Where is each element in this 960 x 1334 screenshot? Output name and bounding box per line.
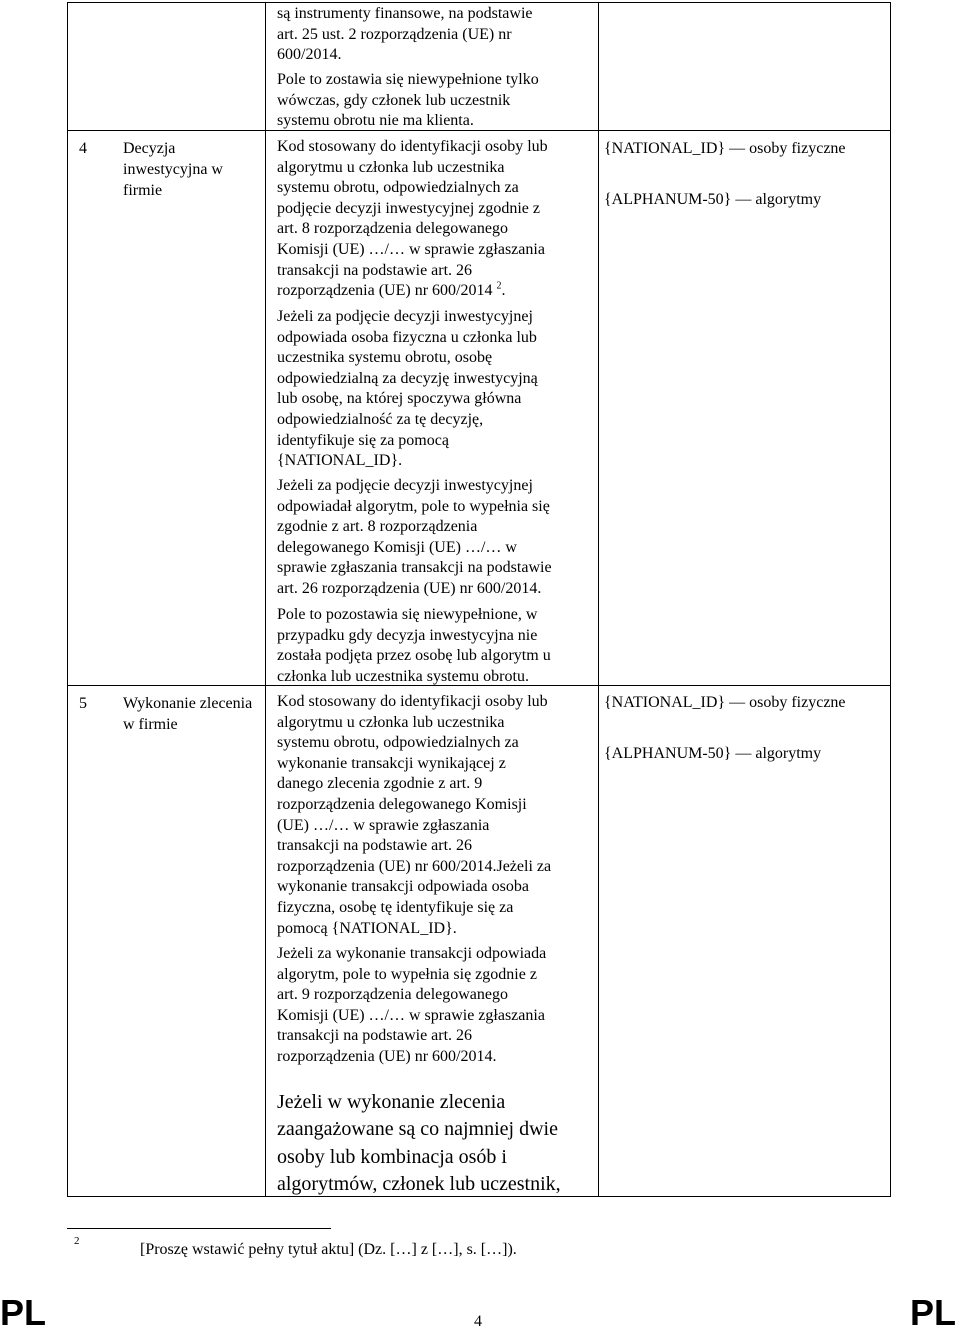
- footnote-separator: [67, 1228, 331, 1229]
- language-code-left: PL: [0, 1292, 47, 1333]
- column-divider: [265, 3, 266, 1196]
- format-code: {NATIONAL_ID} — osoby fizyczne: [604, 694, 846, 711]
- format-codes: [604, 138, 886, 210]
- description-paragraph: Pole to zostawia się niewypełnione tylko wówczas, gdy członek lub uczestnik systemu obrotu nie ma klienta.: [277, 71, 539, 130]
- page-number: 4: [474, 1313, 482, 1330]
- description-paragraph: Jeżeli za podjęcie decyzji inwestycyjnej odpowiadał algorytm, pole to wypełnia się zgodnie z art. 8 rozporządzenia delegowanego Komisji (UE) …/… w sprawie zgłaszania transakcji na podstawie art. 26 rozporządzenia (UE) nr 600/2014.: [277, 477, 552, 597]
- footnote-reference: 2: [496, 280, 502, 292]
- description-paragraph: Kod stosowany do identyfikacji osoby lub algorytmu u członka lub uczestnika systemu obrotu, odpowiedzialnych za wykonanie transakcji wynikającej z danego zlecenia zgodnie z art. 9 rozporządzenia delegowanego Komisji (UE) …/… w sprawie zgłaszania transakcji na podstawie art. 26 rozporządzenia (UE) nr 600/2014.Jeżeli za wykonanie transakcji odpowiada osoba fizyczna, osobę tę identyfikuje się za pomocą {NATIONAL_ID}.: [277, 693, 552, 937]
- column-divider: [598, 3, 599, 1196]
- paragraph-end: .: [501, 282, 506, 300]
- language-code-right: PL: [909, 1292, 956, 1333]
- format-code: {ALPHANUM-50} — algorytmy: [604, 745, 822, 762]
- description-paragraph: Jeżeli za wykonanie transakcji odpowiada algorytm, pole to wypełnia się zgodnie z art. 9 rozporządzenia delegowanego Komisji (UE) …/… w sprawie zgłaszania transakcji na podstawie art. 26 rozporządzenia (UE) nr 600/2014.: [277, 945, 547, 1065]
- description-paragraph: Pole to pozostawia się niewypełnione, w przypadku gdy decyzja inwestycyjna nie została podjęta przez osobę lub algorytm u członka lub uczestnika systemu obrotu.: [277, 606, 551, 685]
- description-paragraph: [277, 137, 595, 302]
- format-codes: [604, 692, 886, 764]
- description-paragraph: są instrumenty finansowe, na podstawie art. 25 ust. 2 rozporządzenia (UE) nr 600/2014.: [277, 5, 533, 64]
- footnote-text: [Proszę wstawić pełny tytuł aktu] (Dz. […] z […], s. […]).: [140, 1241, 517, 1258]
- row-title: Decyzja inwestycyjna w firmie: [123, 140, 223, 199]
- row-title: Wykonanie zlecenia w firmie: [123, 695, 253, 733]
- footnote-mark: 2: [74, 1235, 80, 1247]
- description-paragraph: Jeżeli w wykonanie zlecenia zaangażowane są co najmniej dwie osoby lub kombinacja osób i algorytmów, członek lub uczestnik,: [277, 1091, 561, 1195]
- format-code: {ALPHANUM-50} — algorytmy: [604, 191, 822, 208]
- row-number: 5: [79, 695, 87, 712]
- row-number: 4: [79, 140, 87, 157]
- description-paragraph: Jeżeli za podjęcie decyzji inwestycyjnej odpowiada osoba fizyczna u członka lub uczestnika systemu obrotu, osobę odpowiedzialną za decyzję inwestycyjną lub osobę, na której spoczywa główna odpowiedzialność za tę decyzję, identyfikuje się za pomocą {NATIONAL_ID}.: [277, 308, 538, 470]
- format-code: {NATIONAL_ID} — osoby fizyczne: [604, 140, 846, 157]
- paragraph-text: Kod stosowany do identyfikacji osoby lub algorytmu u członka lub uczestnika systemu obrotu, odpowiedzialnych za podjęcie decyzji inwestycyjnej zgodnie z art. 8 rozporządzenia delegowanego Komisji (UE) …/… w sprawie zgłaszania transakcji na podstawie art. 26 rozporządzenia (UE) nr 600/2014: [277, 138, 548, 300]
